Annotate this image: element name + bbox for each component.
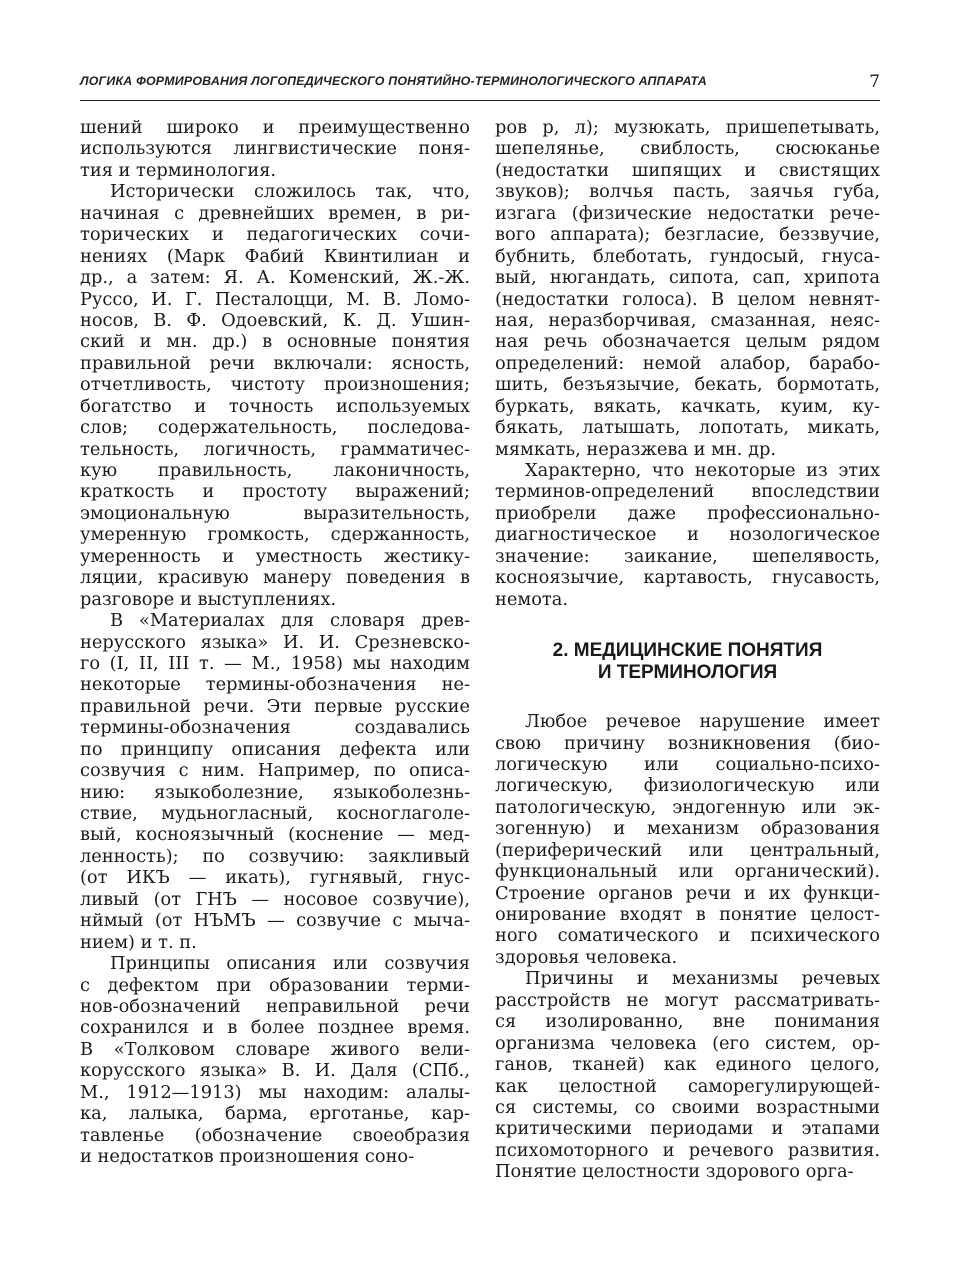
- text-line: критическими периодами и этапами: [495, 1118, 880, 1140]
- text-line: корусского языка» В. И. Даля (СПб.,: [80, 1060, 470, 1082]
- right-column: [495, 117, 880, 1183]
- text-line: онирование входят в понятие целост-: [495, 904, 880, 925]
- text-line: (от ИКЪ — икать), гугнявый, гнус-: [80, 867, 470, 889]
- text-line: торических и педагогических сочи-: [80, 224, 470, 246]
- text-line: ров р, л); музюкать, пришепетывать,: [495, 117, 880, 138]
- text-line: умеренную громкость, сдержанность,: [80, 524, 470, 546]
- text-line: бякать, латышать, лопотать, микать,: [495, 417, 880, 439]
- text-line: косноязычие, картавость, гнусавость,: [495, 567, 880, 589]
- text-line: ганов, тканей) как единого целого,: [495, 1054, 880, 1076]
- text-line: значение: заикание, шепелявость,: [495, 545, 880, 567]
- text-line: шить, безъязычие, бекать, бормотать,: [495, 374, 880, 396]
- text-line: некоторые термины-обозначения не-: [80, 674, 470, 696]
- text-line: нерусского языка» И. И. Срезневско-: [80, 631, 470, 653]
- text-line: логическую, физиологическую или: [495, 775, 880, 797]
- text-line: зогенную) и механизм образования: [495, 818, 880, 840]
- text-line: Принципы описания или созвучия: [110, 953, 470, 975]
- text-line: логическую или социально-психо-: [495, 753, 880, 775]
- paragraph: [80, 181, 470, 610]
- section-heading-line: И ТЕРМИНОЛОГИЯ: [597, 662, 778, 684]
- text-line: свою причину возникновения (био-: [495, 732, 880, 754]
- text-line: патологическую, эндогенную или эк-: [495, 796, 880, 818]
- text-line: созвучия с ним. Например, по описа-: [80, 760, 470, 782]
- text-line: тельность, логичность, грамматичес-: [80, 438, 470, 460]
- text-line: используются лингвистические поня-: [80, 138, 470, 160]
- paragraph: [495, 460, 880, 610]
- text-line: вый, нюгандать, сипота, сап, хрипота: [495, 267, 880, 289]
- text-line: ский и мн. др.) в основные понятия: [80, 331, 470, 353]
- text-line: как целостной саморегулирующей-: [495, 1075, 880, 1097]
- text-line: бубнить, блеботать, гундосый, гнуса-: [495, 245, 880, 267]
- text-line: функциональный или органический).: [495, 861, 880, 883]
- text-line: кую правильность, лаконичность,: [80, 460, 470, 481]
- text-line: Понятие целостности здорового орга-: [495, 1161, 854, 1183]
- right-column-top: [495, 117, 880, 610]
- text-line: нием) и т. п.: [80, 931, 197, 953]
- text-line: нию: языкоболезние, языкоболезнь-: [80, 781, 470, 803]
- text-line: вый, косноязычный (коснение — мед-: [80, 824, 470, 846]
- text-line: Причины и механизмы речевых: [525, 968, 880, 990]
- right-column-bottom: [495, 711, 880, 1183]
- text-line: сохранился и в более позднее время.: [80, 1017, 470, 1039]
- text-line: М., 1912—1913) мы находим: алалы-: [80, 1081, 470, 1103]
- text-line: богатство и точность используемых: [80, 395, 470, 417]
- text-line: определений: немой алабор, барабо-: [495, 352, 880, 374]
- text-line: краткость и простоту выражений;: [80, 481, 470, 503]
- text-line: ная, неразборчивая, смазанная, неяс-: [495, 309, 880, 331]
- text-line: шепелянье, свиблость, сюсюканье: [495, 138, 880, 160]
- running-head: [80, 66, 880, 101]
- text-line: нймый (от НЪМЪ — созвучие с мыча-: [80, 910, 470, 932]
- text-line: умеренность и уместность жестику-: [80, 545, 470, 567]
- text-line: В «Материалах для словаря древ-: [110, 610, 470, 632]
- text-line: ка, лалыка, барма, ерготанье, кар-: [80, 1103, 470, 1125]
- text-line: ного соматического и психического: [495, 925, 880, 947]
- text-line: го (I, II, III т. — М., 1958) мы находим: [80, 652, 470, 674]
- text-line: (периферический или центральный,: [495, 839, 880, 861]
- text-line: разговоре и выступлениях.: [80, 588, 337, 610]
- text-line: приобрели даже профессионально-: [495, 502, 880, 524]
- section-heading-line: 2. МЕДИЦИНСКИЕ ПОНЯТИЯ: [552, 640, 823, 662]
- left-column: [80, 117, 470, 1167]
- text-line: вого аппарата); безгласие, беззвучие,: [495, 224, 880, 246]
- text-line: ся изолированно, вне понимания: [495, 1011, 880, 1033]
- text-line: др., а затем: Я. А. Коменский, Ж.-Ж.: [80, 267, 470, 289]
- text-line: организма человека (его систем, ор-: [495, 1032, 880, 1054]
- text-line: и недостатков произношения соно-: [80, 1146, 415, 1167]
- text-line: Руссо, И. Г. Песталоцци, М. В. Ломо-: [80, 288, 470, 310]
- text-line: немота.: [495, 588, 569, 610]
- paragraph: [80, 117, 470, 181]
- text-line: термины-обозначения создавались: [80, 717, 470, 739]
- text-line: (недостатки голоса). В целом невнят-: [495, 288, 880, 310]
- text-line: мямкать, неразжева и мн. др.: [495, 438, 777, 460]
- text-line: Исторически сложилось так, что,: [110, 181, 470, 203]
- text-line: расстройств не могут рассматривать-: [495, 989, 880, 1011]
- text-line: Любое речевое нарушение имеет: [525, 711, 880, 733]
- paragraph: [495, 711, 880, 968]
- running-head-title: ЛОГИКА ФОРМИРОВАНИЯ ЛОГОПЕДИЧЕСКОГО ПОНЯТИЙНО-ТЕРМИНОЛОГИЧЕСКОГО АППАРАТА: [80, 74, 707, 88]
- text-line: эмоциональную выразительность,: [80, 502, 470, 524]
- text-line: психомоторного и речевого развития.: [495, 1139, 880, 1161]
- text-line: ная речь обозначается целым рядом: [495, 331, 880, 353]
- text-line: диагностическое и нозологическое: [495, 524, 880, 546]
- text-line: нениях (Марк Фабий Квинтилиан и: [80, 245, 470, 267]
- text-line: здоровья человека.: [495, 946, 678, 968]
- text-line: ляции, красивую манеру поведения в: [80, 567, 470, 589]
- text-line: тия и терминология.: [80, 159, 277, 181]
- paragraph: [80, 610, 470, 953]
- text-line: терминов-определений впоследствии: [495, 481, 880, 503]
- text-line: отчетливость, чистоту произношения;: [80, 374, 470, 396]
- text-line: ся системы, со своими возрастными: [495, 1096, 880, 1118]
- text-line: носов, В. Ф. Одоевский, К. Д. Ушин-: [80, 309, 470, 331]
- text-line: нов-обозначений неправильной речи: [80, 995, 470, 1017]
- page-number: 7: [869, 72, 880, 92]
- text-line: звуков); волчья пасть, заячья губа,: [495, 181, 880, 203]
- text-line: В «Толковом словаре живого вели-: [80, 1038, 470, 1060]
- text-line: Характерно, что некоторые из этих: [525, 460, 880, 481]
- text-line: по принципу описания дефекта или: [80, 738, 470, 760]
- paragraph: [495, 117, 880, 460]
- text-line: правильной речи включали: ясность,: [80, 352, 470, 374]
- section-heading: [495, 640, 880, 684]
- text-line: ливый (от ГНЪ — носовое созвучие),: [80, 888, 470, 910]
- text-line: слов; содержательность, последова-: [80, 417, 470, 439]
- text-line: Строение органов речи и их функци-: [495, 882, 880, 904]
- paragraph: [495, 968, 880, 1182]
- text-line: шений широко и преимущественно: [80, 117, 470, 138]
- text-line: начиная с древнейших времен, в ри-: [80, 202, 470, 224]
- text-line: (недостатки шипящих и свистящих: [495, 159, 880, 181]
- text-line: буркать, вякать, качкать, куим, ку-: [495, 395, 880, 417]
- text-line: тавленье (обозначение своеобразия: [80, 1124, 470, 1146]
- text-line: изгага (физические недостатки рече-: [495, 202, 880, 224]
- paragraph: [80, 953, 470, 1167]
- text-line: ствие, мудьногласный, косноглаголе-: [80, 803, 470, 824]
- text-line: с дефектом при образовании терми-: [80, 974, 470, 996]
- text-line: правильной речи. Эти первые русские: [80, 695, 470, 717]
- text-line: ленность); по созвучию: заякливый: [80, 845, 470, 867]
